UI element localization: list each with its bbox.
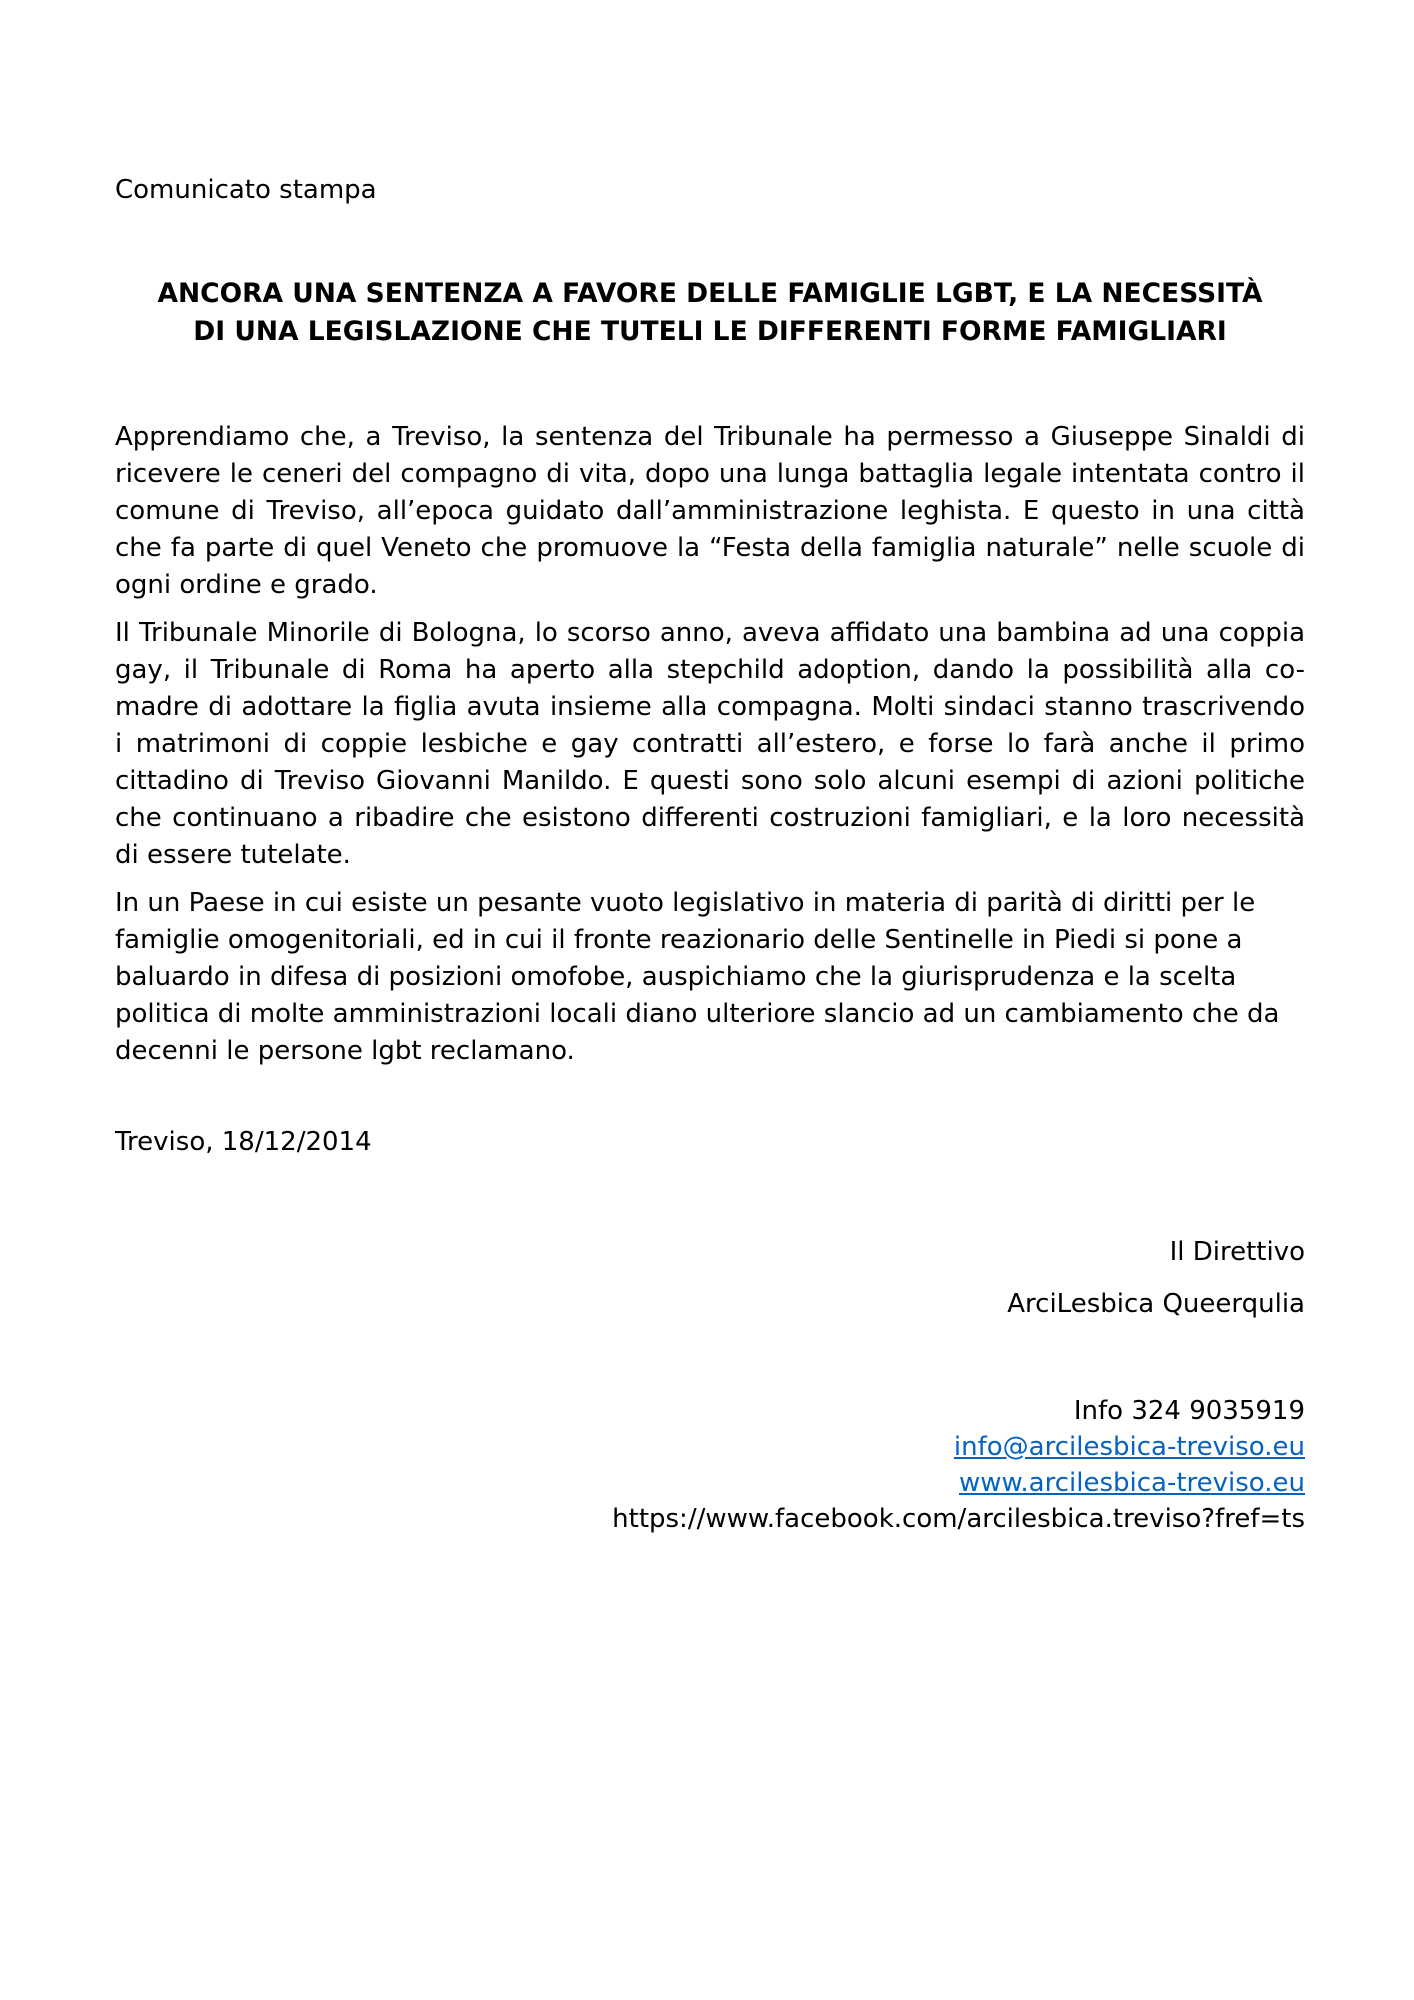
dateline: Treviso, 18/12/2014 [115, 1127, 372, 1157]
document-title [115, 275, 1305, 351]
title-line-1: ANCORA UNA SENTENZA A FAVORE DELLE FAMIGLIE LGBT, E LA NECESSITÀ [157, 278, 1263, 309]
title-line-2: DI UNA LEGISLAZIONE CHE TUTELI LE DIFFERENTI FORME FAMIGLIARI [193, 316, 1227, 347]
facebook-url: https://www.facebook.com/arcilesbica.treviso?fref=ts [612, 1504, 1305, 1534]
paragraph-3: In un Paese in cui esiste un pesante vuoto legislativo in materia di parità di diritti per le famiglie omogenitoriali, ed in cui il fronte reazionario delle Sentinelle in Piedi si pone a baluardo in difesa di posizioni omofobe, auspichiamo che la giurisprudenza e la scelta politica di molte amministrazioni locali diano ulteriore slancio ad un cambiamento che da decenni le persone lgbt reclamano. [115, 888, 1280, 1066]
kicker: Comunicato stampa [115, 175, 377, 205]
contact-email-line [115, 1429, 1305, 1465]
signature-organization: ArciLesbica Queerqulia [1007, 1289, 1305, 1319]
contact-website-line [115, 1465, 1305, 1501]
contact-phone: Info 324 9035919 [1073, 1396, 1305, 1426]
paragraph-1: Apprendiamo che, a Treviso, la sentenza del Tribunale ha permesso a Giuseppe Sinaldi di ricevere le ceneri del compagno di vita, dopo una lunga battaglia legale intentata contro il comune di Treviso, all’epoca guidato dall’amministrazione leghista. E questo in una città che fa parte di quel Veneto che promuove la “Festa della famiglia naturale” nelle scuole di ogni ordine e grado. [115, 422, 1305, 600]
paragraph-2: Il Tribunale Minorile di Bologna, lo scorso anno, aveva affidato una bambina ad una coppia gay, il Tribunale di Roma ha aperto alla stepchild adoption, dando la possibilità alla co-madre di adottare la figlia avuta insieme alla compagna. Molti sindaci stanno trascrivendo i matrimoni di coppie lesbiche e gay contratti all’estero, e forse lo farà anche il primo cittadino di Treviso Giovanni Manildo. E questi sono solo alcuni esempi di azioni politiche che continuano a ribadire che esistono differenti costruzioni famigliari, e la loro necessità di essere tutelate. [115, 618, 1305, 870]
email-link[interactable]: info@arcilesbica-treviso.eu [953, 1432, 1305, 1462]
signature-role: Il Direttivo [1169, 1237, 1305, 1267]
website-link[interactable]: www.arcilesbica-treviso.eu [959, 1468, 1305, 1498]
contact-block [115, 1393, 1305, 1537]
